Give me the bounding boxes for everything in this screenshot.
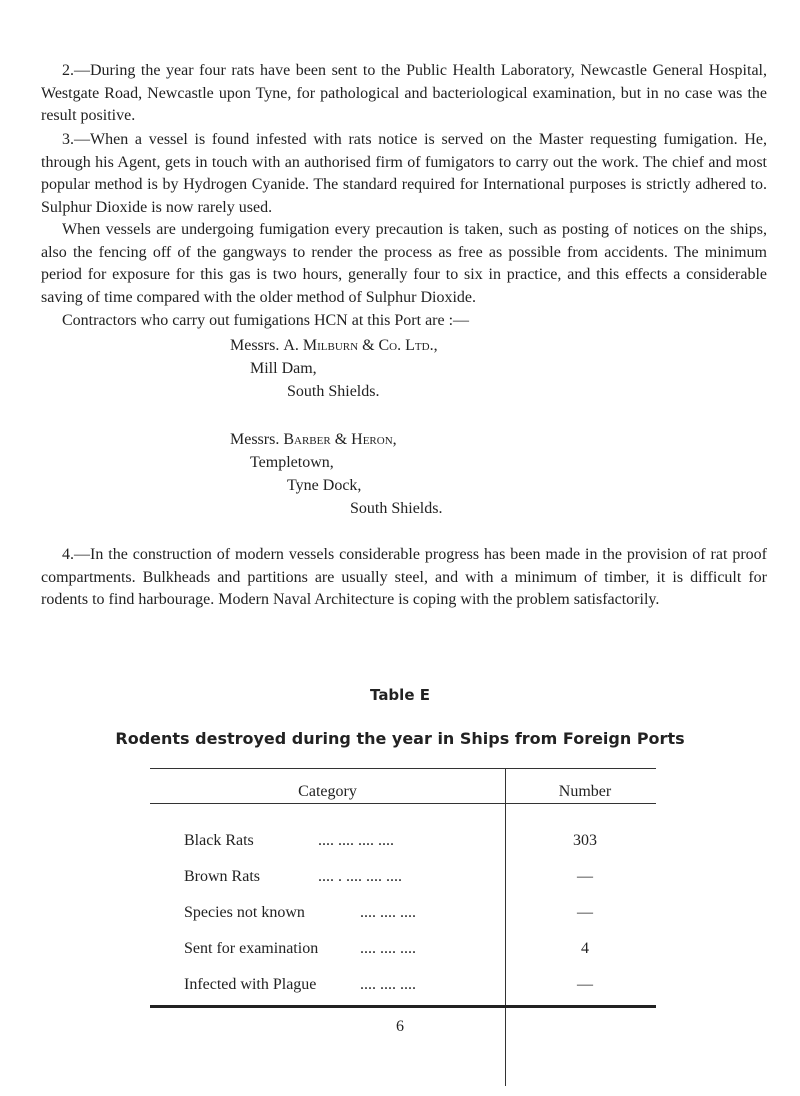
table-column-divider (505, 768, 506, 1086)
table-label: Table E (370, 686, 430, 704)
row-category: Black Rats (184, 832, 254, 849)
contractor-2-address-line-3: South Shields. (350, 500, 443, 517)
contractor-2-name: Messrs. Barber & Heron, (230, 431, 397, 448)
row-number: — (577, 868, 593, 885)
row-leader-dots: .... .... .... .... (318, 832, 394, 849)
contractor-1-firm: A. Milburn & Co. Ltd., (283, 337, 438, 354)
paragraph-2: 2.—During the year four rats have been sent to the Public Health Laboratory, Newcastle General Hospital, Westgate Road, Newcastle upon Tyne, for pathological and bacteriological examination, but in no case was the result positive. (41, 62, 767, 124)
paragraph-3-continued: When vessels are undergoing fumigation every precaution is taken, such as posting of notices on the ships, also the fencing off of the gangways to render the process as free as possible from accidents. The minimum period for exposure for this gas is two hours, generally four to six in practice, and this effects a considerable saving of time compared with the older method of Sulphur Dioxide. (41, 221, 767, 306)
contractor-1-name: Messrs. A. Milburn & Co. Ltd., (230, 337, 438, 354)
header-category: Category (298, 783, 357, 800)
table-title: Rodents destroyed during the year in Ships from Foreign Ports (115, 729, 685, 748)
row-leader-dots: .... .... .... (360, 940, 416, 957)
paragraph-4: 4.—In the construction of modern vessels considerable progress has been made in the provision of rat proof compartments. Bulkheads and partitions are usually steel, and with a minimum of timber, it is difficult for rodents to find harbourage. Modern Naval Architecture is coping with the problem satisfactorily. (41, 546, 767, 608)
contractor-1-address-line-1: Mill Dam, (250, 360, 317, 377)
contractor-2-address-line-1: Templetown, (250, 454, 334, 471)
row-leader-dots: .... .... .... (360, 976, 416, 993)
table-top-rule (150, 768, 656, 769)
table-bottom-rule (150, 1005, 656, 1008)
row-category: Infected with Plague (184, 976, 317, 993)
row-number: 4 (581, 940, 589, 957)
row-number: 303 (573, 832, 597, 849)
paragraph-3: 3.—When a vessel is found infested with rats notice is served on the Master requesting fumigation. He, through his Agent, gets in touch with an authorised firm of fumigators to carry out the work. The chief and most popular method is by Hydrogen Cyanide. The standard required for International purposes is strictly adhered to. Sulphur Dioxide is now rarely used. (41, 131, 767, 216)
page-number: 6 (396, 1018, 404, 1035)
row-category: Brown Rats (184, 868, 260, 885)
row-leader-dots: .... .... .... (360, 904, 416, 921)
contractor-2-address-line-2: Tyne Dock, (287, 477, 362, 494)
row-number: — (577, 976, 593, 993)
header-number: Number (558, 783, 612, 800)
contractor-1-address-line-2: South Shields. (287, 383, 380, 400)
row-number: — (577, 904, 593, 921)
row-leader-dots: .... . .... .... .... (318, 868, 402, 885)
contractor-2-firm: Barber & Heron, (283, 431, 397, 448)
contractors-intro: Contractors who carry out fumigations HCN at this Port are :— (62, 312, 470, 329)
row-category: Species not known (184, 904, 305, 921)
row-category: Sent for examination (184, 940, 319, 957)
header-rule (150, 803, 656, 804)
